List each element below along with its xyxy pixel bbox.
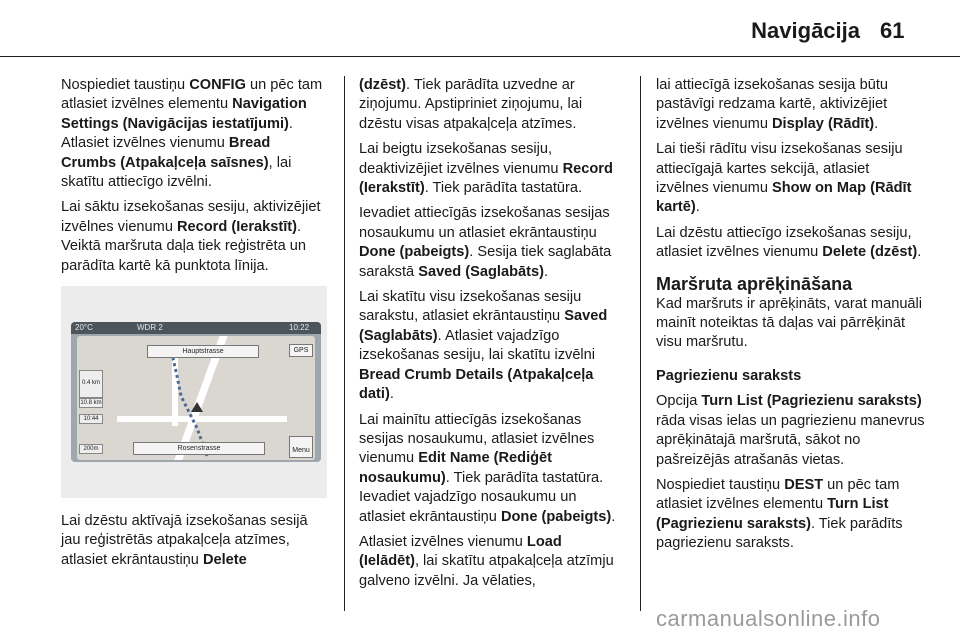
paragraph: Kad maršruts ir aprēķināts, varat manuāli mainīt noteiktas tā daļas vai pārrēķināt visu maršrutu. bbox=[656, 295, 923, 351]
radio-station: WDR 2 bbox=[137, 323, 163, 333]
paragraph: Nospiediet taustiņu DEST un pēc tam atlasiet izvēlnes elementu Turn List (Pagriezienu saraksts). Tiek parādīts pagriezienu saraksts. bbox=[656, 476, 903, 552]
paragraph: Atlasiet izvēlnes vienumu Load (Ielādēt), lai skatītu atpakaļceļa atzīmju galveno izvēlni. Ja vēlaties, bbox=[359, 533, 614, 589]
header-rule bbox=[0, 56, 960, 57]
paragraph: lai attiecīgā izsekošanas sesija būtu pastāvīgi redzama kartē, aktivizējiet izvēlnes vienumu Display (Rādīt). bbox=[656, 77, 889, 132]
paragraph: Ievadiet attiecīgās izsekošanas sesijas nosaukumu un atlasiet ekrāntaustiņu Done (pabeigts). Sesija tiek saglabāta sarakstā Saved (Saglabāts). bbox=[359, 205, 612, 280]
paragraph: Lai sāktu izsekošanas sesiju, aktivizējiet izvēlnes vienumu Record (Ierakstīt). Veiktā maršruta daļa tiek reģistrēta un parādīta kartē kā punktota līnija. bbox=[61, 199, 321, 274]
street-name-bottom: Rosenstrasse bbox=[133, 442, 265, 455]
column-divider bbox=[344, 76, 345, 611]
paragraph: Opcija Turn List (Pagriezienu saraksts) rāda visas ielas un pagriezienu manevrus aprēķinātajā maršrutā, sākot no pašreizējās atrašanās vietas. bbox=[656, 393, 925, 468]
map-screenshot-figure bbox=[61, 286, 327, 498]
page-number: 61 bbox=[880, 18, 905, 43]
column-2 bbox=[359, 76, 625, 597]
status-bar bbox=[71, 322, 321, 334]
menu-button[interactable]: Menu bbox=[289, 436, 313, 458]
column-3 bbox=[656, 76, 926, 560]
spacer bbox=[656, 359, 926, 367]
paragraph: (dzēst). Tiek parādīta uzvedne ar ziņojumu. Apstipriniet ziņojumu, lai dzēstu visas atpakaļceļa atzīmes. bbox=[359, 77, 583, 132]
street-name-top: Hauptstrasse bbox=[147, 345, 259, 358]
page-title: Navigācija bbox=[751, 18, 860, 43]
paragraph: Nospiediet taustiņu CONFIG un pēc tam atlasiet izvēlnes elementu Navigation Settings (Navigācijas iestatījumi). Atlasiet izvēlnes vienumu Bread Crumbs (Atpakaļceļa saīsnes), lai skatītu attiecīgo izvēlni. bbox=[61, 77, 323, 191]
turn-distance: 0.4 km bbox=[79, 370, 103, 398]
section-heading: Maršruta aprēķināšana bbox=[656, 273, 853, 294]
paragraph: Lai dzēstu attiecīgo izsekošanas sesiju, atlasiet izvēlnes vienumu Delete (dzēst). bbox=[656, 224, 922, 261]
gps-button[interactable]: GPS bbox=[289, 344, 313, 357]
remaining-distance: 10.8 km bbox=[80, 400, 102, 407]
paragraph: Lai mainītu attiecīgās izsekošanas sesijas nosaukumu, atlasiet izvēlnes vienumu Edit Name (Rediģēt nosaukumu). Tiek parādīta tastatūra. Ievadiet vajadzīgo nosaukumu un atlasiet ekrāntaustiņu Done (pabeigts). bbox=[359, 411, 616, 525]
watermark: carmanualsonline.info bbox=[656, 606, 881, 631]
temperature: 20°C bbox=[75, 323, 93, 333]
nav-display bbox=[71, 322, 321, 462]
map-area bbox=[77, 336, 315, 460]
paragraph: Lai skatītu visu izsekošanas sesiju sarakstu, atlasiet ekrāntaustiņu Saved (Saglabāts). Atlasiet vajadzīgo izsekošanas sesiju, lai skatītu izvēlni Bread Crumb Details (Atpakaļceļa dati). bbox=[359, 289, 608, 403]
column-divider bbox=[640, 76, 641, 611]
paragraph: Lai beigtu izsekošanas sesiju, deaktivizējiet izvēlnes vienumu Record (Ierakstīt). Tiek parādīta tastatūra. bbox=[359, 141, 613, 197]
paragraph: Lai tieši rādītu visu izsekošanas sesiju attiecīgajā kartes sekcijā, atlasiet izvēlnes vienumu Show on Map (Rādīt kartē). bbox=[656, 141, 912, 216]
column-1 bbox=[61, 76, 327, 576]
paragraph: Lai dzēstu aktīvajā izsekošanas sesijā jau reģistrētās atpakaļceļa atzīmes, atlasiet ekrāntaustiņu Delete bbox=[61, 513, 308, 568]
clock: 10:22 bbox=[289, 323, 310, 333]
arrival-time: 10:44 bbox=[79, 414, 103, 424]
map-scale: 200m bbox=[79, 444, 103, 454]
subsection-heading: Pagriezienu saraksts bbox=[656, 367, 802, 384]
